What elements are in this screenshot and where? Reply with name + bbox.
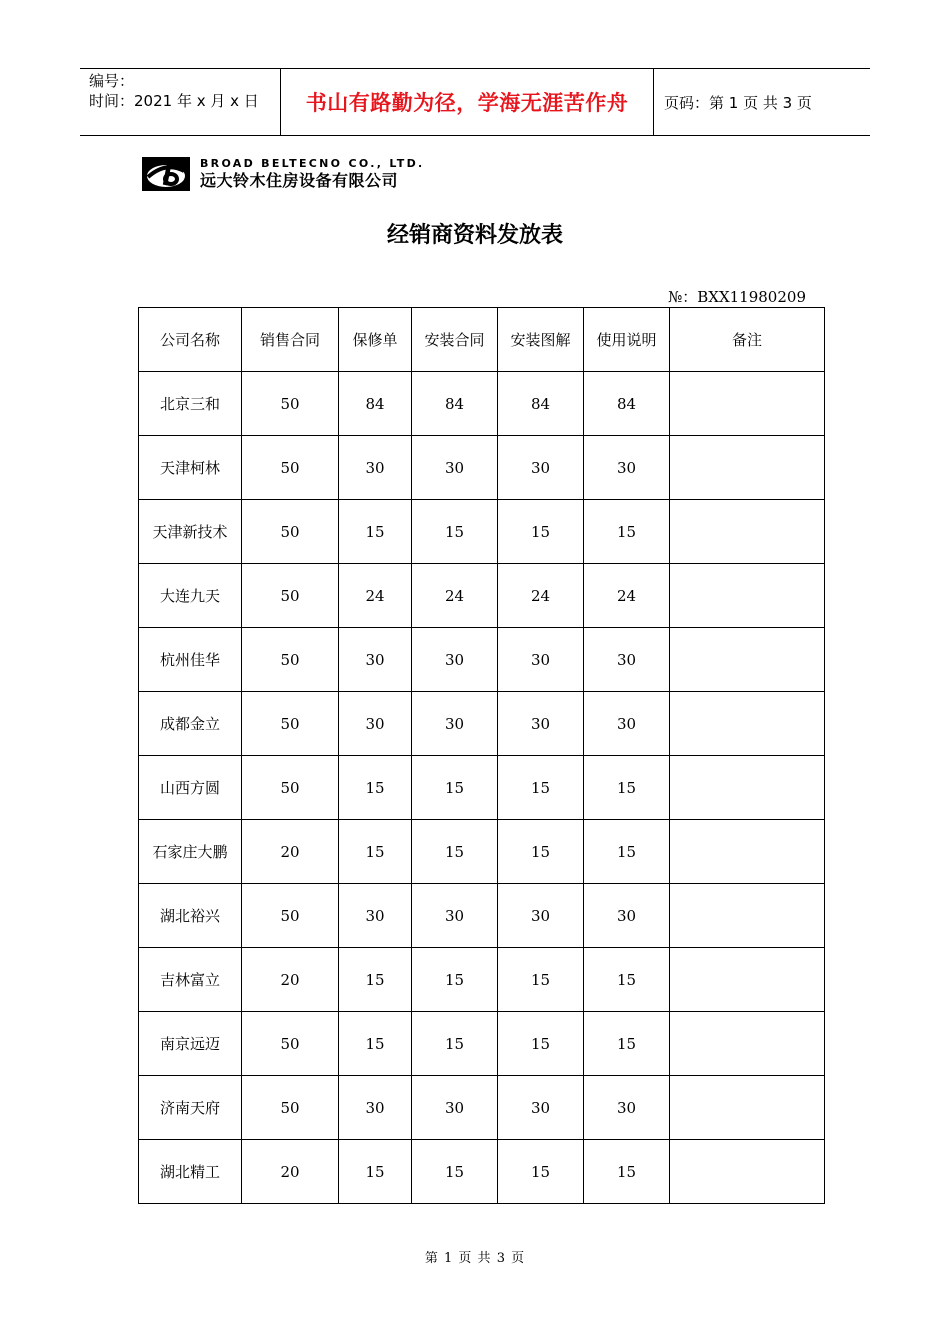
- remark-cell: [670, 1076, 825, 1140]
- quantity-cell: 15: [498, 500, 584, 564]
- company-name-en: BROAD BELTECNO CO., LTD.: [200, 157, 425, 170]
- quantity-cell: 30: [584, 436, 670, 500]
- table-row: [139, 756, 825, 820]
- quantity-cell: 30: [584, 628, 670, 692]
- remark-cell: [670, 756, 825, 820]
- column-header: 安装图解: [498, 308, 584, 372]
- quantity-cell: 15: [584, 1012, 670, 1076]
- quantity-cell: 50: [242, 436, 339, 500]
- table-row: [139, 692, 825, 756]
- company-name-cell: 南京远迈: [139, 1012, 242, 1076]
- table-row: [139, 564, 825, 628]
- quantity-cell: 30: [498, 692, 584, 756]
- quantity-cell: 30: [584, 692, 670, 756]
- broad-logo-icon: [142, 157, 190, 191]
- quantity-cell: 50: [242, 884, 339, 948]
- quantity-cell: 30: [584, 1076, 670, 1140]
- quantity-cell: 15: [339, 756, 412, 820]
- quantity-cell: 50: [242, 500, 339, 564]
- quantity-cell: 15: [339, 1012, 412, 1076]
- company-name-cell: 天津柯林: [139, 436, 242, 500]
- quantity-cell: 30: [584, 884, 670, 948]
- quantity-cell: 30: [412, 1076, 498, 1140]
- quantity-cell: 24: [412, 564, 498, 628]
- quantity-cell: 15: [584, 500, 670, 564]
- distribution-table: [138, 307, 825, 1204]
- quantity-cell: 15: [412, 500, 498, 564]
- quantity-cell: 24: [498, 564, 584, 628]
- quantity-cell: 84: [412, 372, 498, 436]
- quantity-cell: 50: [242, 628, 339, 692]
- company-name-cell: 大连九天: [139, 564, 242, 628]
- quantity-cell: 30: [412, 692, 498, 756]
- table-row: [139, 948, 825, 1012]
- quantity-cell: 15: [412, 820, 498, 884]
- quantity-cell: 15: [339, 1140, 412, 1204]
- quantity-cell: 15: [412, 1012, 498, 1076]
- quantity-cell: 15: [339, 500, 412, 564]
- column-header: 保修单: [339, 308, 412, 372]
- quantity-cell: 20: [242, 948, 339, 1012]
- company-name-cell: 石家庄大鹏: [139, 820, 242, 884]
- table-row: [139, 1076, 825, 1140]
- quantity-cell: 15: [498, 820, 584, 884]
- company-name-cell: 天津新技术: [139, 500, 242, 564]
- company-name-cell: 湖北裕兴: [139, 884, 242, 948]
- quantity-cell: 20: [242, 820, 339, 884]
- quantity-cell: 50: [242, 1076, 339, 1140]
- quantity-cell: 30: [498, 436, 584, 500]
- table-row: [139, 1140, 825, 1204]
- quantity-cell: 50: [242, 564, 339, 628]
- quantity-cell: 24: [339, 564, 412, 628]
- remark-cell: [670, 1012, 825, 1076]
- column-header: 公司名称: [139, 308, 242, 372]
- document-number-label: 编号：: [89, 72, 135, 90]
- quantity-cell: 15: [498, 948, 584, 1012]
- quantity-cell: 30: [412, 628, 498, 692]
- quantity-cell: 15: [412, 756, 498, 820]
- column-header: 安装合同: [412, 308, 498, 372]
- quantity-cell: 24: [584, 564, 670, 628]
- quantity-cell: 15: [498, 1140, 584, 1204]
- company-name-cell: 杭州佳华: [139, 628, 242, 692]
- company-name-cell: 成都金立: [139, 692, 242, 756]
- quantity-cell: 15: [412, 948, 498, 1012]
- quantity-cell: 84: [584, 372, 670, 436]
- table-row: [139, 436, 825, 500]
- quantity-cell: 30: [498, 1076, 584, 1140]
- remark-cell: [670, 692, 825, 756]
- quantity-cell: 15: [584, 820, 670, 884]
- header-page-info: 页码：第 1 页 共 3 页: [664, 93, 812, 112]
- quantity-cell: 15: [412, 1140, 498, 1204]
- company-name-cell: 济南天府: [139, 1076, 242, 1140]
- remark-cell: [670, 564, 825, 628]
- quantity-cell: 30: [339, 884, 412, 948]
- column-header: 销售合同: [242, 308, 339, 372]
- remark-cell: [670, 628, 825, 692]
- company-name-cell: 山西方圆: [139, 756, 242, 820]
- remark-cell: [670, 436, 825, 500]
- table-row: [139, 1012, 825, 1076]
- table-body: [139, 372, 825, 1204]
- quantity-cell: 15: [584, 948, 670, 1012]
- company-name-cell: 北京三和: [139, 372, 242, 436]
- company-name-cn: 远大铃木住房设备有限公司: [200, 171, 399, 190]
- company-name-cell: 吉林富立: [139, 948, 242, 1012]
- quantity-cell: 50: [242, 372, 339, 436]
- quantity-cell: 30: [498, 628, 584, 692]
- quantity-cell: 15: [498, 1012, 584, 1076]
- column-header: 备注: [670, 308, 825, 372]
- table-row: [139, 372, 825, 436]
- table-row: [139, 820, 825, 884]
- quantity-cell: 15: [339, 948, 412, 1012]
- document-time-label: 时间：2021 年 x 月 x 日: [89, 92, 259, 110]
- quantity-cell: 20: [242, 1140, 339, 1204]
- table-row: [139, 884, 825, 948]
- remark-cell: [670, 1140, 825, 1204]
- header-motto: 书山有路勤为径，学海无涯苦作舟: [281, 69, 654, 135]
- column-header: 使用说明: [584, 308, 670, 372]
- remark-cell: [670, 884, 825, 948]
- quantity-cell: 30: [412, 884, 498, 948]
- table-row: [139, 500, 825, 564]
- remark-cell: [670, 500, 825, 564]
- quantity-cell: 15: [584, 1140, 670, 1204]
- quantity-cell: 15: [498, 756, 584, 820]
- company-logo: [142, 154, 425, 194]
- header-meta: [80, 69, 281, 135]
- table-header-row: [139, 308, 825, 372]
- page-footer: 第 1 页 共 3 页: [424, 1251, 526, 1266]
- document-title: 经销商资料发放表: [386, 223, 563, 248]
- remark-cell: [670, 948, 825, 1012]
- remark-cell: [670, 820, 825, 884]
- quantity-cell: 50: [242, 692, 339, 756]
- quantity-cell: 30: [412, 436, 498, 500]
- quantity-cell: 30: [339, 1076, 412, 1140]
- company-name-cell: 湖北精工: [139, 1140, 242, 1204]
- quantity-cell: 15: [584, 756, 670, 820]
- quantity-cell: 84: [498, 372, 584, 436]
- quantity-cell: 50: [242, 1012, 339, 1076]
- quantity-cell: 30: [339, 436, 412, 500]
- remark-cell: [670, 372, 825, 436]
- quantity-cell: 30: [339, 628, 412, 692]
- quantity-cell: 15: [339, 820, 412, 884]
- document-serial-number: №：BXX11980209: [668, 288, 806, 306]
- page-header: [80, 68, 870, 136]
- quantity-cell: 84: [339, 372, 412, 436]
- quantity-cell: 30: [339, 692, 412, 756]
- table-row: [139, 628, 825, 692]
- quantity-cell: 30: [498, 884, 584, 948]
- quantity-cell: 50: [242, 756, 339, 820]
